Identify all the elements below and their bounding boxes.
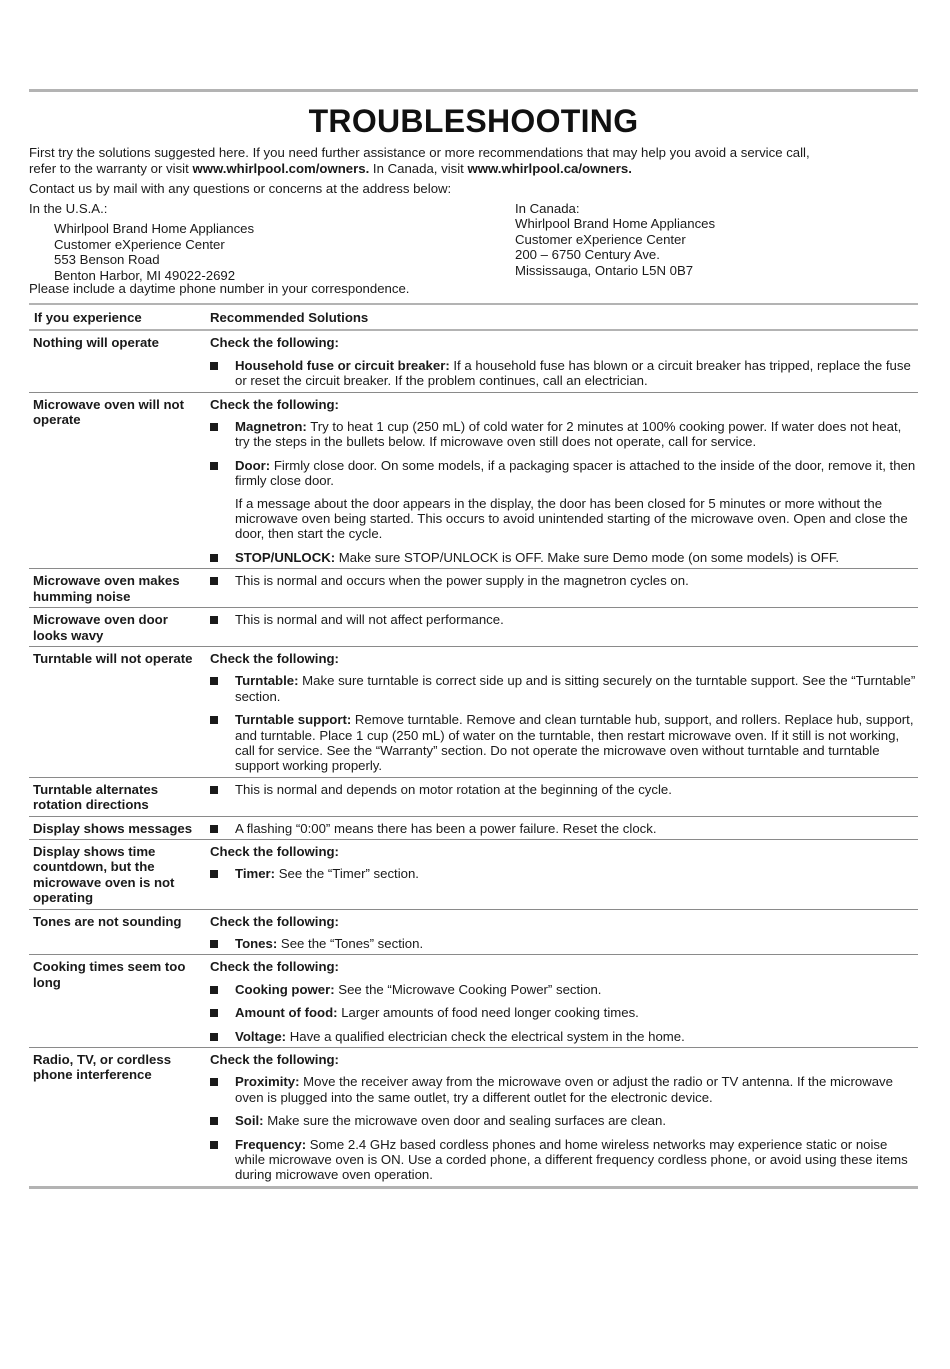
problem-cell: Microwave oven will not operate bbox=[29, 392, 202, 569]
problem-cell: Microwave oven door looks wavy bbox=[29, 608, 202, 647]
canada-address-line: Mississauga, Ontario L5N 0B7 bbox=[515, 262, 694, 278]
solution-text bbox=[235, 982, 918, 997]
table-row bbox=[29, 392, 918, 569]
solution-text bbox=[235, 782, 918, 797]
solution-item-body: If a household fuse has blown or a circuit breaker has tripped, replace the fuse or reset the circuit breaker. If the problem continues, call an electrician. bbox=[235, 357, 911, 389]
solution-item bbox=[210, 419, 918, 450]
solution-item bbox=[210, 573, 918, 588]
solution-item-body: Try to heat 1 cup (250 mL) of cold water for 2 minutes at 100% cooking power. If water does not heat, try the steps in the bullets below. If microwave oven still does not operate, call for service. bbox=[235, 419, 902, 450]
solution-text bbox=[235, 673, 918, 704]
problem-cell: Microwave oven makes humming noise bbox=[29, 569, 202, 608]
solution-item-heading: Turntable support: bbox=[235, 712, 352, 728]
canada-address-line: 200 – 6750 Century Ave. bbox=[515, 247, 660, 262]
bullet-square-icon bbox=[210, 1074, 235, 1105]
check-following-label: Check the following: bbox=[210, 913, 339, 929]
solution-item bbox=[210, 1005, 918, 1020]
solution-item-heading: STOP/UNLOCK: bbox=[235, 549, 336, 565]
solution-text bbox=[235, 573, 918, 588]
bullet-square-icon bbox=[210, 573, 235, 588]
usa-address-line: Customer eXperience Center bbox=[54, 236, 225, 252]
table-row bbox=[29, 608, 918, 647]
top-rule bbox=[29, 89, 918, 92]
bullet-square-icon bbox=[210, 358, 235, 389]
solution-item bbox=[210, 673, 918, 704]
solution-item-heading: Voltage: bbox=[235, 1028, 287, 1044]
check-following-label: Check the following: bbox=[210, 650, 339, 666]
solution-item bbox=[210, 821, 918, 836]
canada-address bbox=[515, 201, 715, 279]
check-following-label: Check the following: bbox=[210, 843, 339, 859]
door-message-note: If a message about the door appears in the display, the door has been closed for 5 minutes or more without the microwave oven being started. This occurs to avoid unintended starting of the microwave oven. Open and close the door, then start the cycle. bbox=[235, 495, 908, 542]
solution-item-body: Some 2.4 GHz based cordless phones and home wireless networks may experience static or noise while microwave oven is ON. Use a corded phone, a different frequency cordless phone, or avoid using these items during microwave oven operation. bbox=[235, 1136, 908, 1183]
bullet-square-icon bbox=[210, 1005, 235, 1020]
problem-cell: Tones are not sounding bbox=[29, 909, 202, 955]
usa-address-line: 553 Benson Road bbox=[54, 252, 160, 267]
bullet-square-icon bbox=[210, 782, 235, 797]
solution-item-body: This is normal and will not affect performance. bbox=[235, 612, 504, 628]
solution-cell bbox=[202, 816, 918, 839]
canada-address-line: Customer eXperience Center bbox=[515, 231, 686, 247]
solution-item-body: Make sure STOP/UNLOCK is OFF. Make sure Demo mode (on some models) is OFF. bbox=[335, 549, 840, 565]
column-header-problem: If you experience bbox=[29, 304, 202, 330]
solution-item-body: See the “Microwave Cooking Power” section. bbox=[334, 981, 602, 997]
solution-item-heading: Household fuse or circuit breaker: bbox=[235, 357, 450, 373]
solution-text bbox=[235, 1029, 918, 1044]
solution-item-heading: Tones: bbox=[235, 936, 278, 951]
solution-item-body: Remove turntable. Remove and clean turntable hub, support, and rollers. Replace hub, support, and turntable. Place 1 cup (250 mL) of water on the turntable, then restart microwave oven. If it still is not working, call for service. See the “Warranty” section. Do not operate the microwave oven without turntable and turntable support working properly. bbox=[235, 712, 914, 774]
problem-cell: Turntable alternates rotation directions bbox=[29, 777, 202, 816]
solution-text bbox=[235, 821, 918, 836]
solution-cell bbox=[202, 777, 918, 816]
whirlpool-ca-link[interactable]: www.whirlpool.ca/owners. bbox=[467, 160, 632, 176]
check-following-label: Check the following: bbox=[210, 396, 339, 412]
table-row bbox=[29, 909, 918, 955]
canada-address-line: Whirlpool Brand Home Appliances bbox=[515, 216, 716, 231]
table-header-row bbox=[29, 304, 918, 330]
solution-item bbox=[210, 712, 918, 774]
solution-item-body: See the “Tones” section. bbox=[277, 936, 424, 951]
solution-item-body: See the “Timer” section. bbox=[275, 866, 419, 882]
solution-item bbox=[210, 358, 918, 389]
intro-text-2: In Canada, visit bbox=[369, 160, 468, 176]
intro-paragraph bbox=[29, 145, 819, 176]
solution-item bbox=[210, 936, 918, 951]
solution-item bbox=[210, 550, 918, 565]
table-row bbox=[29, 816, 918, 839]
solution-cell bbox=[202, 909, 918, 955]
troubleshooting-page bbox=[29, 89, 918, 1189]
bullet-square-icon bbox=[210, 1113, 235, 1128]
solution-item-body: This is normal and depends on motor rotation at the beginning of the cycle. bbox=[235, 781, 672, 797]
bullet-square-icon bbox=[210, 419, 235, 450]
whirlpool-us-link[interactable]: www.whirlpool.com/owners. bbox=[192, 160, 370, 176]
solution-item bbox=[210, 612, 918, 627]
solution-text bbox=[235, 866, 918, 881]
solution-text bbox=[235, 712, 918, 774]
solution-item-heading: Frequency: bbox=[235, 1136, 307, 1152]
check-following-label: Check the following: bbox=[210, 959, 339, 975]
table-body bbox=[29, 330, 918, 1187]
solution-item-heading: Amount of food: bbox=[235, 1005, 338, 1021]
problem-cell: Nothing will operate bbox=[29, 330, 202, 392]
solution-cell bbox=[202, 392, 918, 569]
solution-item-heading: Magnetron: bbox=[235, 419, 307, 435]
bullet-square-icon bbox=[210, 936, 235, 951]
solution-text bbox=[235, 1074, 918, 1105]
solution-item bbox=[210, 982, 918, 997]
solution-item-body: A flashing “0:00” means there has been a power failure. Reset the clock. bbox=[235, 820, 657, 836]
solution-cell bbox=[202, 646, 918, 777]
solution-cell bbox=[202, 839, 918, 909]
bullet-square-icon bbox=[210, 821, 235, 836]
solution-cell bbox=[202, 1048, 918, 1188]
bullet-square-icon bbox=[210, 612, 235, 627]
solution-item-heading: Soil: bbox=[235, 1113, 264, 1129]
page-title: TROUBLESHOOTING bbox=[308, 103, 639, 139]
column-header-solutions: Recommended Solutions bbox=[202, 304, 918, 330]
bullet-square-icon bbox=[210, 673, 235, 704]
solution-item-heading: Door: bbox=[235, 457, 271, 473]
table-row bbox=[29, 777, 918, 816]
check-following-label: Check the following: bbox=[210, 1052, 339, 1068]
solution-item bbox=[210, 866, 918, 881]
solution-cell bbox=[202, 955, 918, 1048]
solution-item-heading: Timer: bbox=[235, 866, 276, 882]
problem-cell: Cooking times seem too long bbox=[29, 955, 202, 1048]
table-row bbox=[29, 1048, 918, 1188]
solution-item-body: Move the receiver away from the microwave oven or adjust the radio or TV antenna. If the microwave oven is plugged into the same outlet, try a different outlet for the electronic device. bbox=[235, 1074, 893, 1105]
problem-cell: Display shows messages bbox=[29, 816, 202, 839]
contact-text: Contact us by mail with any questions or concerns at the address below: bbox=[29, 181, 452, 196]
solution-item-body: Make sure the microwave oven door and sealing surfaces are clean. bbox=[263, 1113, 667, 1129]
solution-item-heading: Proximity: bbox=[235, 1074, 300, 1090]
solution-text bbox=[235, 936, 918, 951]
problem-cell: Display shows time countdown, but the microwave oven is not operating bbox=[29, 839, 202, 909]
bullet-square-icon bbox=[210, 982, 235, 997]
bullet-square-icon bbox=[210, 458, 235, 489]
solution-item bbox=[210, 1113, 918, 1128]
solution-text bbox=[235, 458, 918, 489]
solution-item-body: This is normal and occurs when the power supply in the magnetron cycles on. bbox=[235, 573, 689, 589]
solution-text bbox=[235, 612, 918, 627]
solution-item-heading: Turntable: bbox=[235, 673, 299, 689]
problem-cell: Turntable will not operate bbox=[29, 646, 202, 777]
solution-text bbox=[235, 550, 918, 565]
solution-item bbox=[210, 458, 918, 489]
bullet-square-icon bbox=[210, 1029, 235, 1044]
addresses bbox=[29, 200, 918, 283]
bullet-square-icon bbox=[210, 866, 235, 881]
table-row bbox=[29, 839, 918, 909]
solution-item-body: Larger amounts of food need longer cooking times. bbox=[337, 1005, 639, 1021]
usa-address bbox=[29, 201, 254, 284]
check-following-label: Check the following: bbox=[210, 335, 339, 351]
solution-text bbox=[235, 358, 918, 389]
table-row bbox=[29, 955, 918, 1048]
canada-label: In Canada: bbox=[515, 200, 580, 216]
solution-item-heading: Cooking power: bbox=[235, 981, 335, 997]
solution-item bbox=[210, 1029, 918, 1044]
solution-text bbox=[235, 1005, 918, 1020]
bullet-square-icon bbox=[210, 550, 235, 565]
solution-item bbox=[210, 1074, 918, 1105]
troubleshooting-table bbox=[29, 303, 918, 1189]
usa-address-line: Benton Harbor, MI 49022-2692 bbox=[54, 267, 236, 283]
solution-item-body: Have a qualified electrician check the electrical system in the home. bbox=[286, 1028, 685, 1044]
solution-text bbox=[235, 1137, 918, 1183]
solution-item bbox=[210, 782, 918, 797]
problem-cell: Radio, TV, or cordless phone interference bbox=[29, 1048, 202, 1188]
table-row bbox=[29, 646, 918, 777]
solution-item-body: Firmly close door. On some models, if a packaging spacer is attached to the inside of the door, remove it, then firmly close door. bbox=[235, 457, 916, 489]
phone-note: Please include a daytime phone number in your correspondence. bbox=[29, 280, 410, 296]
solution-text bbox=[235, 1113, 918, 1128]
solution-cell bbox=[202, 330, 918, 392]
intro-text-1: First try the solutions suggested here. If you need further assistance or more recommendations that may help you avoid a service call, refer to the warranty or visit bbox=[29, 145, 810, 176]
bullet-square-icon bbox=[210, 712, 235, 774]
usa-address-line: Whirlpool Brand Home Appliances bbox=[54, 221, 255, 236]
table-row bbox=[29, 569, 918, 608]
solution-item-body: Make sure turntable is correct side up and is sitting securely on the turntable support. See the “Turntable” section. bbox=[235, 673, 916, 704]
solution-cell bbox=[202, 569, 918, 608]
solution-text bbox=[235, 419, 918, 450]
bullet-square-icon bbox=[210, 1137, 235, 1183]
solution-item bbox=[210, 1137, 918, 1183]
table-row bbox=[29, 330, 918, 392]
solution-cell bbox=[202, 608, 918, 647]
usa-label: In the U.S.A.: bbox=[29, 200, 108, 216]
